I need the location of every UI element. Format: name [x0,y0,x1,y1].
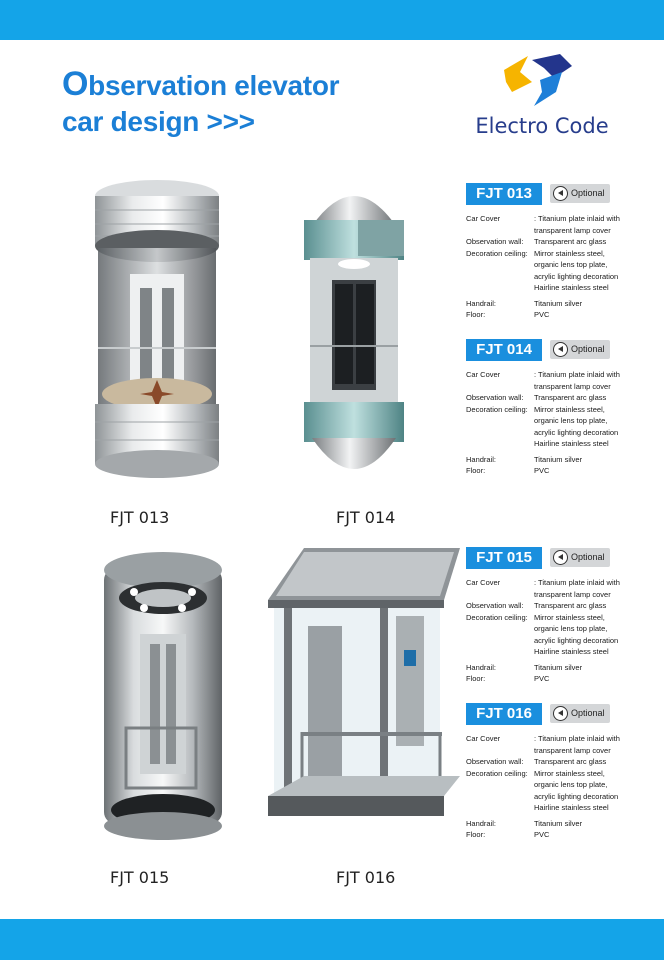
spec-code-fjt013: FJT 013 [466,183,542,205]
spec-code-fjt015: FJT 015 [466,547,542,569]
spec-value: organic lens top plate, [534,624,608,633]
spec-label: Car Cover [466,578,501,587]
caption-fjt016: FJT 016 [336,868,396,887]
spec-rows [466,369,662,477]
spec-value: organic lens top plate, [534,780,608,789]
spec-label: Observation wall: [466,757,524,766]
elevator-fjt014-image [302,180,406,482]
spec-value: acrylic lighting decoration [534,271,619,281]
spec-fjt014 [466,339,662,475]
optional-badge [550,548,610,567]
spec-value: Titanium silver [534,662,583,672]
spec-value: acrylic lighting decoration [534,635,619,645]
spec-value: Transparent arc glass [534,237,607,246]
spec-value: Titanium silver [534,298,583,308]
optional-badge [550,340,610,359]
spec-label: Car Cover [466,214,501,223]
spec-value: Transparent arc glass [534,757,607,766]
spec-value: transparent lamp cover [534,381,611,391]
spec-fjt015 [466,547,662,683]
spec-label: Floor: [466,674,486,683]
spec-value: Transparent arc glass [534,393,607,402]
spec-label: Handrail: [466,662,497,672]
optional-label: Optional [571,708,605,718]
spec-value: Hairline stainless steel [534,439,609,448]
spec-code-fjt016: FJT 016 [466,703,542,725]
caption-fjt015: FJT 015 [110,868,170,887]
spec-value: : Titanium plate inlaid with [534,370,620,379]
spec-value: Mirror stainless steel, [534,404,605,414]
optional-badge [550,184,610,203]
back-arrow-icon [553,550,568,565]
spec-value: organic lens top plate, [534,416,608,425]
title-initial: O [62,65,89,103]
elevator-fjt015-image [100,548,226,842]
back-arrow-icon [553,706,568,721]
spec-value: Mirror stainless steel, [534,768,605,778]
elevator-fjt016-image [264,546,460,842]
caption-fjt013: FJT 013 [110,508,170,527]
spec-fjt013 [466,183,662,319]
spec-label: Floor: [466,466,486,475]
title-line1: bservation elevator [88,70,340,101]
spec-value: Transparent arc glass [534,601,607,610]
spec-label: Car Cover [466,734,501,743]
spec-label: Handrail: [466,818,497,828]
spec-value: acrylic lighting decoration [534,791,619,801]
spec-value: Hairline stainless steel [534,283,609,292]
spec-value: : Titanium plate inlaid with [534,734,620,743]
spec-label: Car Cover [466,370,501,379]
spec-rows [466,733,662,841]
logo-mark-icon [498,52,578,110]
spec-value: PVC [534,466,550,475]
spec-label: Observation wall: [466,601,524,610]
spec-label: Floor: [466,830,486,839]
spec-code-fjt014: FJT 014 [466,339,542,361]
spec-rows [466,577,662,685]
spec-value: Titanium silver [534,818,583,828]
spec-value: Titanium silver [534,454,583,464]
title-line2: car design >>> [62,106,255,137]
spec-value: Mirror stainless steel, [534,248,605,258]
spec-value: : Titanium plate inlaid with [534,578,620,587]
optional-badge [550,704,610,723]
optional-label: Optional [571,552,605,562]
optional-label: Optional [571,188,605,198]
spec-value: PVC [534,830,550,839]
spec-label: Decoration ceiling: [466,404,528,414]
spec-fjt016 [466,703,662,839]
spec-label: Handrail: [466,298,497,308]
spec-label: Observation wall: [466,237,524,246]
back-arrow-icon [553,186,568,201]
caption-fjt014: FJT 014 [336,508,396,527]
spec-value: : Titanium plate inlaid with [534,214,620,223]
elevator-fjt013-image [90,178,224,480]
spec-label: Observation wall: [466,393,524,402]
spec-value: Mirror stainless steel, [534,612,605,622]
spec-value: PVC [534,674,550,683]
spec-label: Handrail: [466,454,497,464]
spec-value: transparent lamp cover [534,745,611,755]
spec-rows [466,213,662,321]
bottom-band [0,919,664,960]
spec-label: Decoration ceiling: [466,248,528,258]
spec-value: transparent lamp cover [534,589,611,599]
brand-logo [462,52,622,147]
optional-label: Optional [571,344,605,354]
spec-value: PVC [534,310,550,319]
spec-value: Hairline stainless steel [534,647,609,656]
spec-value: organic lens top plate, [534,260,608,269]
spec-value: transparent lamp cover [534,225,611,235]
back-arrow-icon [553,342,568,357]
page-title [62,66,339,140]
spec-label: Decoration ceiling: [466,612,528,622]
spec-value: acrylic lighting decoration [534,427,619,437]
logo-brand-name: Electro Code [475,114,609,138]
spec-label: Floor: [466,310,486,319]
spec-value: Hairline stainless steel [534,803,609,812]
top-band [0,0,664,40]
spec-label: Decoration ceiling: [466,768,528,778]
